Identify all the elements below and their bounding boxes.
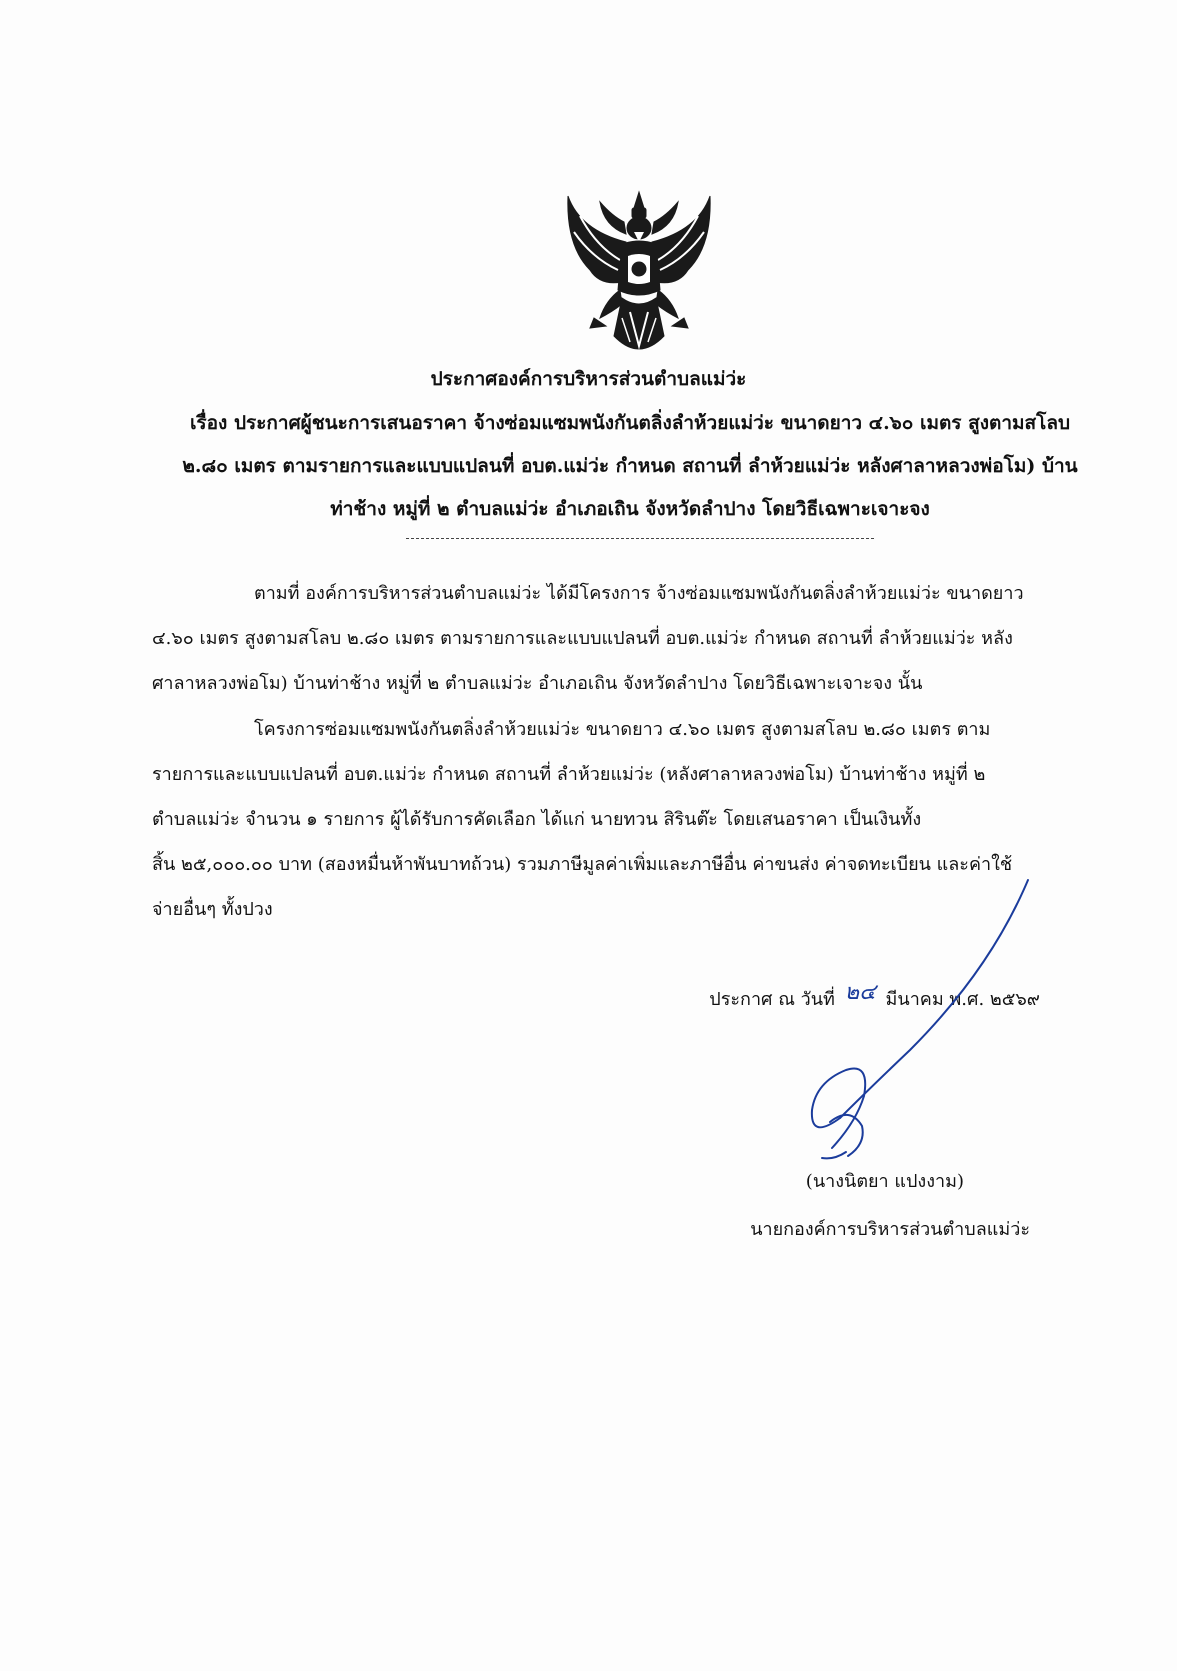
announcement-date [0, 980, 1040, 1015]
handwritten-day: ๒๔ [844, 980, 876, 1005]
paragraph-line: สิ้น ๒๕,๐๐๐.๐๐ บาท (สองหมื่นห้าพันบาทถ้วน) รวมภาษีมูลค่าเพิ่มและภาษีอื่น ค่าขนส่ง ค่าจดทะเบียน และค่าใช้ [152, 854, 1013, 875]
signer-title: นายกองค์การบริหารส่วนตำบลแม่ว่ะ [750, 1219, 1030, 1240]
subject-heading [150, 402, 1110, 531]
announce-suffix: มีนาคม พ.ศ. ๒๕๖๙ [885, 989, 1040, 1010]
subject-line: ๒.๘๐ เมตร ตามรายการและแบบแปลนที่ อบต.แม่ว่ะ กำหนด สถานที่ ลำห้วยแม่ว่ะ หลังศาลาหลวงพ่อโม) บ้าน [182, 455, 1078, 477]
garuda-emblem-icon [560, 186, 718, 364]
section-divider [406, 538, 874, 539]
signer-name: (นางนิตยา แปงงาม) [805, 1171, 964, 1192]
paragraph-line: ๔.๖๐ เมตร สูงตามสโลบ ๒.๘๐ เมตร ตามรายการและแบบแปลนที่ อบต.แม่ว่ะ กำหนด สถานที่ ลำห้วยแม่ว่ะ หลัง [152, 628, 1013, 649]
document-title: ประกาศองค์การบริหารส่วนตำบลแม่ว่ะ [430, 368, 747, 390]
paragraph-line: ตามที่ องค์การบริหารส่วนตำบลแม่ว่ะ ได้มีโครงการ จ้างซ่อมแซมพนังกันตลิ่งลำห้วยแม่ว่ะ ขนาดยาว [254, 583, 1024, 604]
paragraph-line: ตำบลแม่ว่ะ จำนวน ๑ รายการ ผู้ได้รับการคัดเลือก ได้แก่ นายทวน สิรินต๊ะ โดยเสนอราคา เป็นเงินทั้ง [152, 809, 922, 830]
body-paragraph-1 [152, 571, 1112, 706]
subject-line: เรื่อง ประกาศผู้ชนะการเสนอราคา จ้างซ่อมแซมพนังกันตลิ่งลำห้วยแม่ว่ะ ขนาดยาว ๔.๖๐ เมตร สูงตามสโลบ [189, 412, 1071, 434]
subject-line: ท่าช้าง หมู่ที่ ๒ ตำบลแม่ว่ะ อำเภอเถิน จังหวัดลำปาง โดยวิธีเฉพาะเจาะจง [330, 498, 930, 520]
announce-prefix: ประกาศ ณ วันที่ [709, 989, 835, 1010]
paragraph-line: โครงการซ่อมแซมพนังกันตลิ่งลำห้วยแม่ว่ะ ขนาดยาว ๔.๖๐ เมตร สูงตามสโลบ ๒.๘๐ เมตร ตาม [254, 719, 991, 740]
paragraph-line: รายการและแบบแปลนที่ อบต.แม่ว่ะ กำหนด สถานที่ ลำห้วยแม่ว่ะ (หลังศาลาหลวงพ่อโม) บ้านท่าช้าง หมู่ที่ ๒ [152, 764, 986, 785]
paragraph-line: ศาลาหลวงพ่อโม) บ้านท่าช้าง หมู่ที่ ๒ ตำบลแม่ว่ะ อำเภอเถิน จังหวัดลำปาง โดยวิธีเฉพาะเจาะจง นั้น [152, 673, 923, 694]
paragraph-line: จ่ายอื่นๆ ทั้งปวง [152, 899, 273, 920]
body-paragraph-2 [152, 707, 1112, 932]
